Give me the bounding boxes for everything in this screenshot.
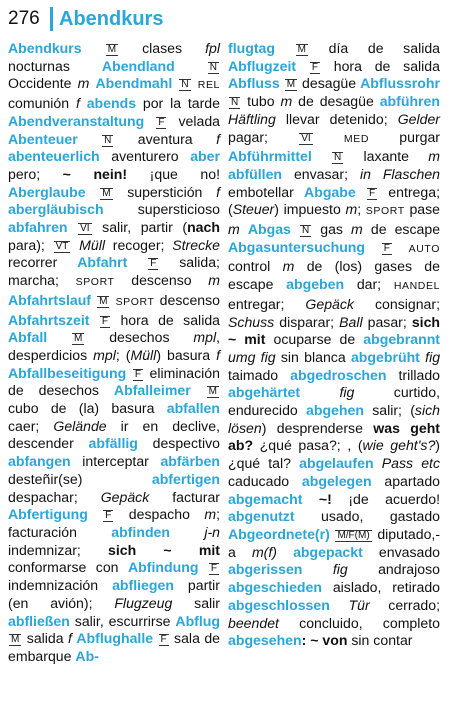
translation: sin contar	[351, 632, 413, 649]
grammar-note: f	[75, 95, 80, 112]
field-label: SPORT	[115, 295, 155, 308]
translation: aventura	[137, 130, 193, 147]
grammar-note: fpl	[205, 40, 220, 56]
translation: ¡de acuerdo!	[348, 490, 441, 507]
grammar-note: m	[77, 75, 90, 92]
translation: recorrer	[8, 254, 58, 271]
translation: caer;	[8, 417, 40, 434]
translation: para);	[8, 236, 45, 253]
grammar-note: f	[216, 183, 220, 200]
translation: velada	[178, 112, 220, 129]
gender-marker: M/F(M)	[337, 529, 370, 541]
entry-columns	[8, 40, 440, 666]
field-label: AUTO	[408, 242, 440, 255]
headword: abgeben	[286, 276, 345, 293]
headword: abführen	[379, 93, 440, 110]
gender-marker: M	[102, 187, 111, 199]
translation: cubo de (la) basura	[8, 400, 155, 417]
grammar-note: mpl	[193, 329, 217, 346]
page-number: 276	[8, 8, 40, 29]
headword: Abflug	[175, 612, 221, 629]
grammar-note: umg fig	[228, 348, 276, 365]
headword: abgelegen	[301, 472, 372, 489]
context-note: Gepäck	[100, 488, 150, 505]
grammar-note: fig	[332, 561, 348, 578]
translation: ocuparse de	[273, 331, 356, 348]
gender-marker: F	[383, 242, 390, 254]
headword: abgeschieden	[228, 579, 322, 596]
headword: Abfertigung	[8, 506, 88, 523]
gender-marker: M	[11, 634, 20, 646]
translation: desechos	[109, 329, 170, 346]
translation: sala de embarque	[8, 630, 220, 664]
translation: curtido, endurecido	[228, 384, 441, 419]
gender-marker: F	[134, 368, 141, 380]
field-label: REL	[197, 79, 220, 92]
field-label: MED	[343, 132, 370, 145]
context-note: Steuer	[232, 201, 275, 218]
translation: ¿qué pasa?; , (	[259, 437, 363, 454]
gender-marker: VI	[80, 223, 90, 235]
translation: facturar	[172, 488, 220, 505]
translation: de desagüe	[298, 93, 374, 110]
context-note: sich lösen	[228, 402, 440, 436]
headword: Abfall	[8, 329, 48, 346]
headword: Abfahrtszeit	[8, 311, 90, 328]
headword: abfärben	[160, 453, 220, 470]
translation: diputado,-a	[228, 525, 441, 560]
translation: llevar detenido;	[285, 110, 388, 127]
gender-marker: F	[105, 510, 112, 522]
translation: despachar;	[8, 488, 78, 505]
grammar-note: m	[204, 506, 217, 523]
headword: Abgeordnete(r)	[228, 525, 330, 542]
headword: Abführmittel	[228, 148, 312, 165]
translation: salida	[26, 630, 64, 647]
gender-marker: F	[150, 258, 157, 270]
right-column	[228, 40, 440, 666]
headword: Abfahrt	[77, 254, 128, 271]
headword: abgelaufen	[299, 455, 374, 472]
phrase: ~!	[318, 490, 332, 507]
translation: ) ¿qué tal?	[228, 437, 440, 472]
phrase: was geht ab?	[228, 419, 440, 454]
translation: , desperdicios	[8, 329, 221, 363]
phrase: ~ nein!	[62, 165, 128, 182]
gender-marker: N	[334, 152, 342, 164]
headword: abgeschlossen	[228, 596, 330, 613]
grammar-note: m	[208, 272, 221, 289]
entry	[228, 40, 440, 650]
translation: ;	[357, 201, 362, 218]
translation: hora de salida	[120, 311, 221, 328]
headword: abfahren	[8, 219, 68, 236]
translation: despacho	[128, 506, 190, 523]
translation: control	[228, 258, 271, 275]
headword: abends	[86, 95, 137, 112]
translation: usado, gastado	[321, 508, 441, 525]
phrase: sich ~ mit	[108, 541, 220, 558]
headword: abfliegen	[112, 577, 174, 594]
translation: por la tarde	[142, 95, 220, 112]
translation: gas	[320, 221, 343, 238]
headword: Abfluss	[228, 75, 280, 92]
context-note: in Flaschen	[359, 165, 441, 182]
running-headword: Abendkurs	[59, 7, 164, 30]
headword: Aberglaube	[8, 183, 86, 200]
headword: Abfallbeseitigung	[8, 364, 127, 381]
translation: aislado, retirado	[332, 579, 441, 596]
context-note: Häftling	[228, 110, 276, 127]
context-note: Pass etc	[381, 455, 440, 472]
grammar-note: m	[282, 258, 295, 275]
phrase: sich ~ mit	[228, 313, 441, 348]
headword: abgedroschen	[290, 366, 387, 383]
grammar-note: j-n	[204, 523, 221, 540]
headword: abgebrüht	[350, 348, 420, 365]
gender-marker: F	[311, 61, 318, 73]
translation: de (los) gases de escape	[228, 258, 440, 293]
headword: abfinden	[111, 523, 171, 540]
translation: caducado	[228, 472, 290, 489]
translation: purgar	[399, 128, 441, 145]
translation: ) desprenderse	[261, 419, 363, 436]
headword: abergläubisch	[8, 201, 104, 218]
headword: Abendland	[101, 57, 175, 74]
translation: consignar;	[374, 295, 440, 312]
translation: desagüe	[302, 75, 357, 92]
grammar-note: m	[280, 93, 293, 110]
translation: sin blanca	[280, 348, 346, 365]
context-note: Flugzeug	[114, 594, 173, 611]
translation: salir, partir (	[102, 219, 188, 236]
translation: entrega; (	[228, 183, 440, 218]
gender-marker: VI	[301, 132, 311, 144]
headword: Abfindung	[127, 559, 199, 576]
headword: Abflughalle	[76, 630, 154, 647]
translation: pagar;	[228, 128, 268, 145]
headword: Abflugzeit	[228, 57, 297, 74]
translation: salir; (	[372, 402, 415, 419]
translation: ) basura	[156, 346, 211, 363]
translation: desteñir(se)	[8, 470, 83, 487]
gender-marker: N	[104, 134, 112, 146]
translation: salir	[194, 594, 220, 611]
headword: Abgas	[247, 221, 291, 238]
translation: ¡que no!	[149, 165, 220, 182]
translation: concluido, completo	[299, 614, 440, 631]
translation: apartado	[384, 472, 441, 489]
gender-marker: N	[181, 79, 189, 91]
translation: descenso	[131, 272, 192, 289]
gender-marker: F	[210, 563, 218, 575]
context-note: Tür	[348, 596, 370, 613]
translation: comunión	[8, 95, 70, 112]
headword: abgerissen	[228, 561, 303, 578]
grammar-note: m	[228, 221, 240, 238]
headword: abgemacht	[228, 490, 303, 507]
headword: abfallen	[166, 400, 220, 417]
translation: disparar;	[279, 313, 335, 330]
grammar-note: mpl	[93, 346, 116, 363]
grammar-note: m	[428, 148, 441, 165]
translation: Occidente	[8, 75, 72, 92]
grammar-note: fig	[339, 384, 355, 401]
field-label: SPORT	[365, 205, 405, 218]
grammar-note: m	[351, 221, 363, 238]
gender-marker: M	[297, 44, 306, 55]
grammar-note: m	[345, 201, 358, 218]
headword: abenteuerlich	[8, 148, 100, 165]
context-note: Gelder	[397, 110, 441, 127]
translation: aventurero	[111, 148, 179, 165]
gender-marker: F	[160, 634, 167, 646]
headword: abgenutzt	[228, 508, 295, 525]
gender-marker: N	[231, 97, 239, 109]
translation: pase	[409, 201, 441, 218]
gender-marker: VT	[55, 240, 69, 252]
translation: despectivo	[152, 435, 220, 452]
left-column	[8, 40, 220, 666]
headword: Abenteuer	[8, 130, 78, 147]
translation: indemnizar;	[8, 541, 81, 558]
translation: día de salida	[328, 40, 441, 56]
translation: hora de salida	[333, 57, 440, 74]
headword: abfällig	[88, 435, 138, 452]
gender-marker: F	[368, 187, 376, 199]
context-note: Ball	[339, 313, 363, 330]
translation: superstición	[127, 183, 203, 200]
translation: partir (en avión);	[8, 577, 221, 611]
headword: Abgasuntersuchung	[228, 238, 366, 255]
headword: abfertigen	[151, 470, 220, 487]
context-note: beendet	[228, 614, 279, 631]
gender-marker: N	[209, 61, 217, 73]
context-note: Schuss	[228, 313, 275, 330]
headword: Abfahrtslauf	[8, 291, 92, 308]
translation: ) impuesto	[274, 201, 341, 218]
translation: descenso	[159, 291, 221, 308]
header-accent-bar	[50, 7, 53, 31]
headword: abfließen	[8, 612, 70, 629]
context-note: Strecke	[172, 236, 220, 253]
context-note: wie geht's?	[362, 437, 436, 454]
translation: trillado	[398, 366, 441, 383]
headword: aber	[190, 148, 220, 165]
gender-marker: M	[286, 79, 296, 91]
headword: Abendveranstaltung	[8, 112, 145, 129]
grammar-note: f	[68, 630, 72, 647]
translation: salir, escurrirse	[74, 612, 171, 629]
translation: supersticioso	[137, 201, 220, 218]
headword: Ab-	[75, 647, 99, 664]
translation: envasado	[378, 543, 441, 560]
headword: Abfalleimer	[113, 382, 191, 399]
gender-marker: F	[158, 116, 165, 128]
translation: pero;	[8, 165, 41, 182]
translation: de escape	[370, 221, 441, 238]
translation: tubo	[247, 93, 275, 110]
translation: salida; marcha;	[8, 254, 220, 289]
gender-marker: M	[208, 386, 217, 398]
headword: abfangen	[8, 453, 71, 470]
translation: embotellar	[228, 183, 294, 200]
context-note: Müll	[130, 346, 157, 363]
translation: ; facturación	[8, 506, 220, 540]
translation: conformarse con	[8, 559, 119, 576]
translation: andrajoso	[378, 561, 440, 578]
headword: flugtag	[228, 40, 275, 56]
gender-marker: F	[101, 315, 108, 327]
translation: entregar;	[228, 295, 285, 312]
translation: cerrado;	[388, 596, 440, 613]
translation: ; (	[115, 346, 131, 363]
translation: pasar;	[367, 313, 407, 330]
translation: laxante	[363, 148, 409, 165]
headword: Abgabe	[304, 183, 356, 200]
headword: abgepackt	[293, 543, 363, 560]
translation: ir en declive, descender	[8, 417, 220, 452]
translation: clases	[142, 40, 183, 56]
entry	[8, 40, 220, 666]
phrase: nach	[187, 219, 220, 236]
headword: abgesehen	[228, 632, 302, 649]
headword: Abendmahl	[95, 75, 173, 92]
grammar-note: m(f)	[251, 543, 277, 560]
headword: abgebrannt	[363, 331, 441, 348]
gender-marker: N	[301, 225, 310, 237]
context-note: Gelände	[53, 417, 107, 434]
field-label: HANDEL	[393, 280, 441, 293]
headword: Abendkurs	[8, 40, 82, 56]
headword: abfüllen	[228, 165, 283, 182]
field-label: SPORT	[75, 276, 115, 289]
translation: nocturnas	[8, 57, 70, 74]
headword: Abflussrohr	[360, 75, 440, 92]
gender-marker: M	[107, 44, 117, 55]
translation: indemnización	[8, 577, 99, 594]
headword: abgehärtet	[228, 384, 301, 401]
headword: abgehen	[306, 402, 364, 419]
gender-marker: M	[99, 295, 108, 307]
translation: interceptar	[82, 453, 149, 470]
translation: eliminación de desechos	[8, 364, 220, 399]
translation: recoger;	[112, 236, 165, 253]
context-note: Gepäck	[305, 295, 354, 312]
gender-marker: M	[74, 333, 83, 345]
translation: envasar;	[293, 165, 349, 182]
page-header	[8, 4, 440, 34]
phrase: : ~ von	[301, 632, 348, 649]
grammar-note: fig	[425, 348, 441, 365]
translation: dar;	[356, 276, 382, 293]
translation: taimado	[228, 366, 279, 383]
context-note: Müll	[79, 236, 105, 253]
grammar-note: f	[216, 130, 220, 147]
grammar-note: f	[216, 346, 221, 363]
